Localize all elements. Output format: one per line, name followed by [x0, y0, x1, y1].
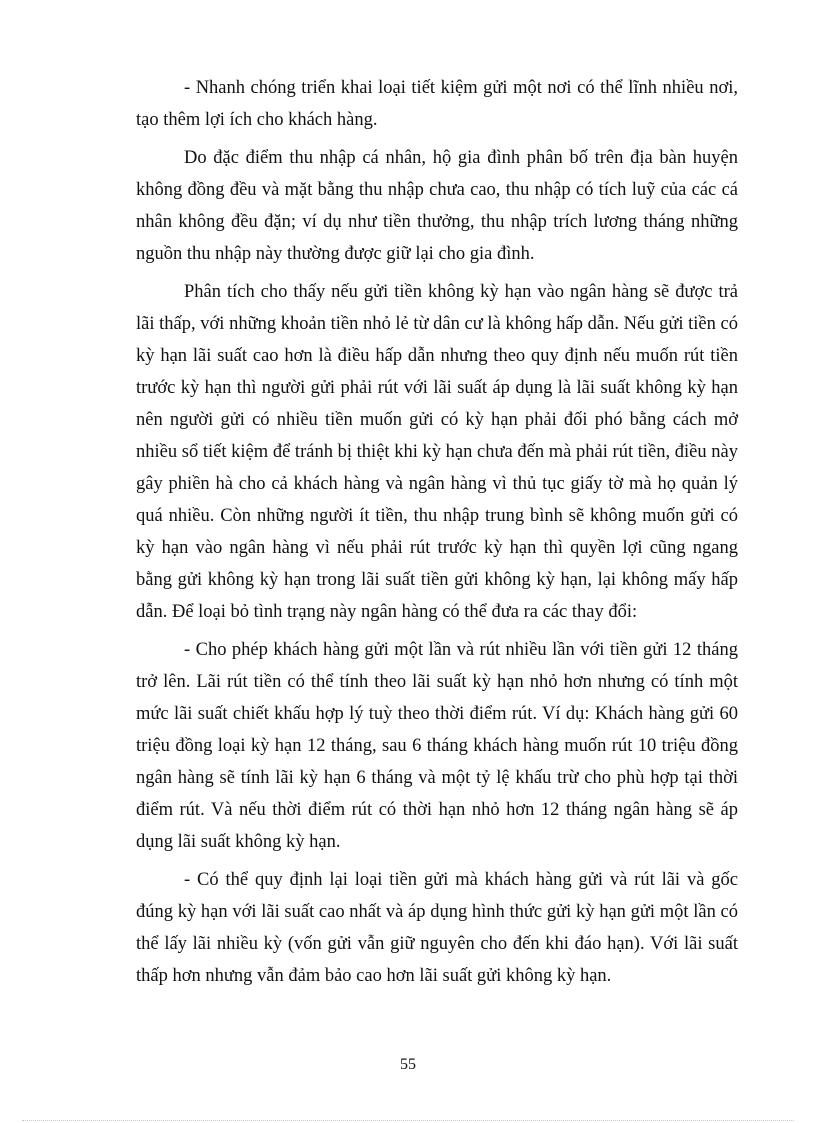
paragraph-2: Do đặc điểm thu nhập cá nhân, hộ gia đình phân bố trên địa bàn huyện không đồng đều và mặt bằng thu nhập chưa cao, thu nhập có tích luỹ của các cá nhân không đều đặn; ví dụ như tiền thưởng, thu nhập trích lương tháng những nguồn thu nhập này thường được giữ lại cho gia đình.	[136, 148, 738, 264]
paragraph-3: Phân tích cho thấy nếu gửi tiền không kỳ hạn vào ngân hàng sẽ được trả lãi thấp, với những khoản tiền nhỏ lẻ từ dân cư là không hấp dẫn. Nếu gửi tiền có kỳ hạn lãi suất cao hơn là điều hấp dẫn nhưng theo quy định nếu muốn rút tiền trước kỳ hạn thì người gửi phải rút với lãi suất áp dụng là lãi suất không kỳ hạn nên người gửi có nhiều tiền muốn gửi có kỳ hạn phải đối phó bằng cách mở nhiều sổ tiết kiệm để tránh bị thiệt khi kỳ hạn chưa đến mà phải rút tiền, điều này gây phiền hà cho cả khách hàng và ngân hàng vì thủ tục giấy tờ mà họ quản lý quá nhiều. Còn những người ít tiền, thu nhập trung bình sẽ không muốn gửi có kỳ hạn vào ngân hàng vì nếu phải rút trước kỳ hạn thì quyền lợi cũng ngang bằng gửi không kỳ hạn trong lãi suất tiền gửi không kỳ hạn, lại không mấy hấp dẫn. Để loại bỏ tình trạng này ngân hàng có thể đưa ra các thay đổi:	[136, 282, 738, 622]
page-bottom-divider	[22, 1120, 794, 1121]
paragraph-1: - Nhanh chóng triển khai loại tiết kiệm gửi một nơi có thể lĩnh nhiều nơi, tạo thêm lợi ích cho khách hàng.	[136, 78, 738, 130]
document-body	[136, 72, 738, 998]
paragraph-4: - Cho phép khách hàng gửi một lần và rút nhiều lần với tiền gửi 12 tháng trở lên. Lãi rút tiền có thể tính theo lãi suất kỳ hạn nhỏ hơn nhưng có tính một mức lãi suất chiết khấu hợp lý tuỳ theo thời điểm rút. Ví dụ: Khách hàng gửi 60 triệu đồng loại kỳ hạn 12 tháng, sau 6 tháng khách hàng muốn rút 10 triệu đồng ngân hàng sẽ tính lãi kỳ hạn 6 tháng và một tỷ lệ khấu trừ cho phù hợp tại thời điểm rút. Và nếu thời điểm rút có thời hạn nhỏ hơn 12 tháng ngân hàng sẽ áp dụng lãi suất không kỳ hạn.	[136, 640, 738, 852]
page-number: 55	[400, 1056, 416, 1073]
paragraph-5: - Có thể quy định lại loại tiền gửi mà khách hàng gửi và rút lãi và gốc đúng kỳ hạn với lãi suất cao nhất và áp dụng hình thức gửi kỳ hạn gửi một lần có thể lấy lãi nhiều kỳ (vốn gửi vẫn giữ nguyên cho đến khi đáo hạn). Với lãi suất thấp hơn nhưng vẫn đảm bảo cao hơn lãi suất gửi không kỳ hạn.	[136, 870, 738, 986]
